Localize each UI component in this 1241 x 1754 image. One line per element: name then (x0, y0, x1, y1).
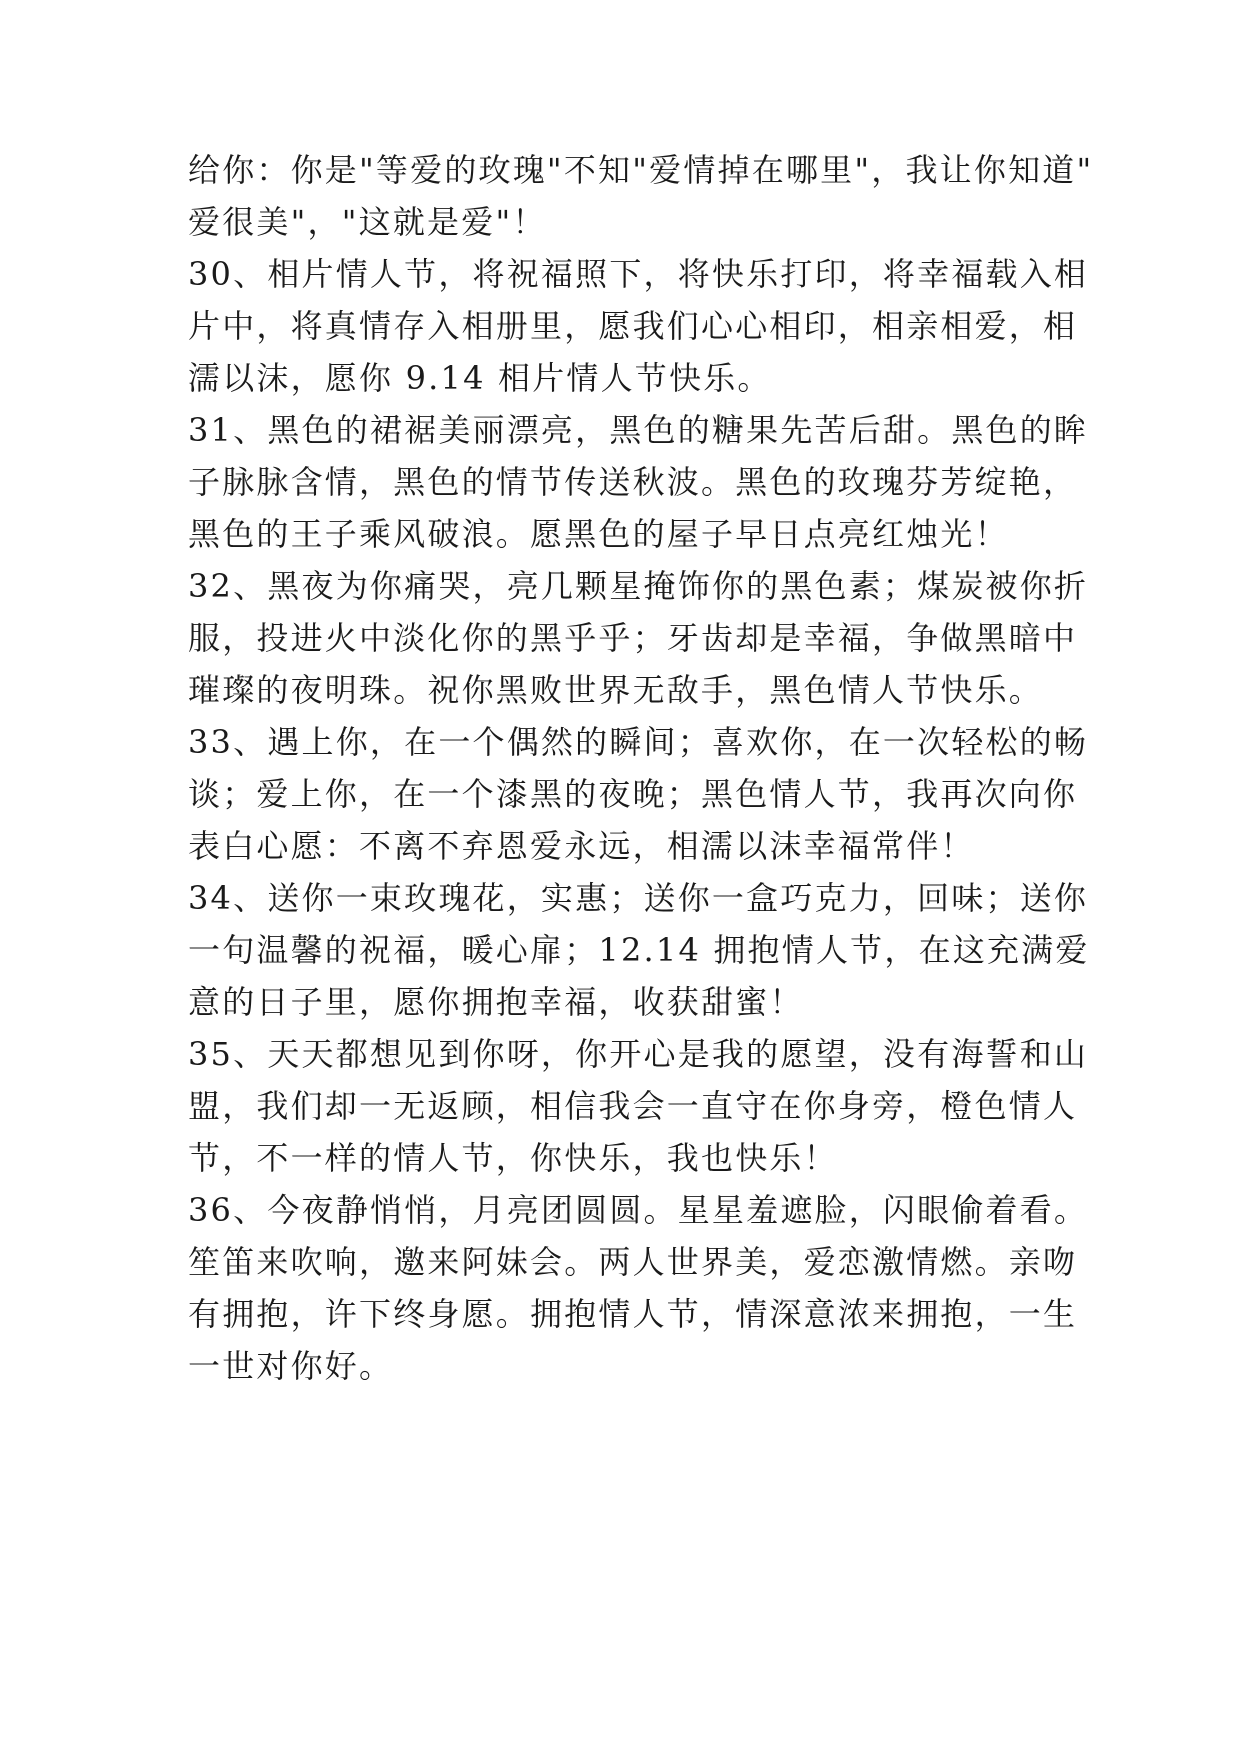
text-line: 一世对你好。 (188, 1347, 394, 1385)
text-line: 一句温馨的祝福，暖心扉；12.14 拥抱情人节，在这充满爱 (188, 931, 1090, 969)
text-line: 濡以沫，愿你 9.14 相片情人节快乐。 (188, 359, 772, 397)
text-line: 35、天天都想见到你呀，你开心是我的愿望，没有海誓和山 (188, 1035, 1089, 1073)
text-line: 意的日子里，愿你拥抱幸福，收获甜蜜！ (188, 983, 804, 1021)
text-line: 璀璨的夜明珠。祝你黑败世界无敌手，黑色情人节快乐。 (188, 671, 1044, 709)
text-line: 节，不一样的情人节，你快乐，我也快乐！ (188, 1139, 838, 1177)
text-line: 爱很美"，"这就是爱"！ (188, 203, 547, 241)
text-line: 谈；爱上你，在一个漆黑的夜晚；黑色情人节，我再次向你 (188, 775, 1078, 813)
text-line: 笙笛来吹响，邀来阿妹会。两人世界美，爱恋激情燃。亲吻 (188, 1243, 1078, 1281)
text-line: 31、黑色的裙裾美丽漂亮，黑色的糖果先苦后甜。黑色的眸 (188, 411, 1089, 449)
text-line: 36、今夜静悄悄，月亮团圆圆。星星羞遮脸，闪眼偷着看。 (188, 1191, 1089, 1229)
text-line: 34、送你一束玫瑰花，实惠；送你一盒巧克力，回味；送你 (188, 879, 1089, 917)
text-line: 表白心愿：不离不弃恩爱永远，相濡以沫幸福常伴！ (188, 827, 975, 865)
text-line: 黑色的王子乘风破浪。愿黑色的屋子早日点亮红烛光！ (188, 515, 1009, 553)
text-line: 片中，将真情存入相册里，愿我们心心相印，相亲相爱，相 (188, 307, 1078, 345)
text-line: 给你：你是"等爱的玫瑰"不知"爱情掉在哪里"，我让你知道" (188, 151, 1094, 189)
text-line: 子脉脉含情，黑色的情节传送秋波。黑色的玫瑰芬芳绽艳， (188, 463, 1078, 501)
text-line: 33、遇上你，在一个偶然的瞬间；喜欢你，在一次轻松的畅 (188, 723, 1089, 761)
text-line: 32、黑夜为你痛哭，亮几颗星掩饰你的黑色素；煤炭被你折 (188, 567, 1089, 605)
text-line: 盟，我们却一无返顾，相信我会一直守在你身旁，橙色情人 (188, 1087, 1078, 1125)
text-line: 服，投进火中淡化你的黑乎乎；牙齿却是幸福，争做黑暗中 (188, 619, 1078, 657)
text-line: 有拥抱，许下终身愿。拥抱情人节，情深意浓来拥抱，一生 (188, 1295, 1078, 1333)
text-line: 30、相片情人节，将祝福照下，将快乐打印，将幸福载入相 (188, 255, 1089, 293)
